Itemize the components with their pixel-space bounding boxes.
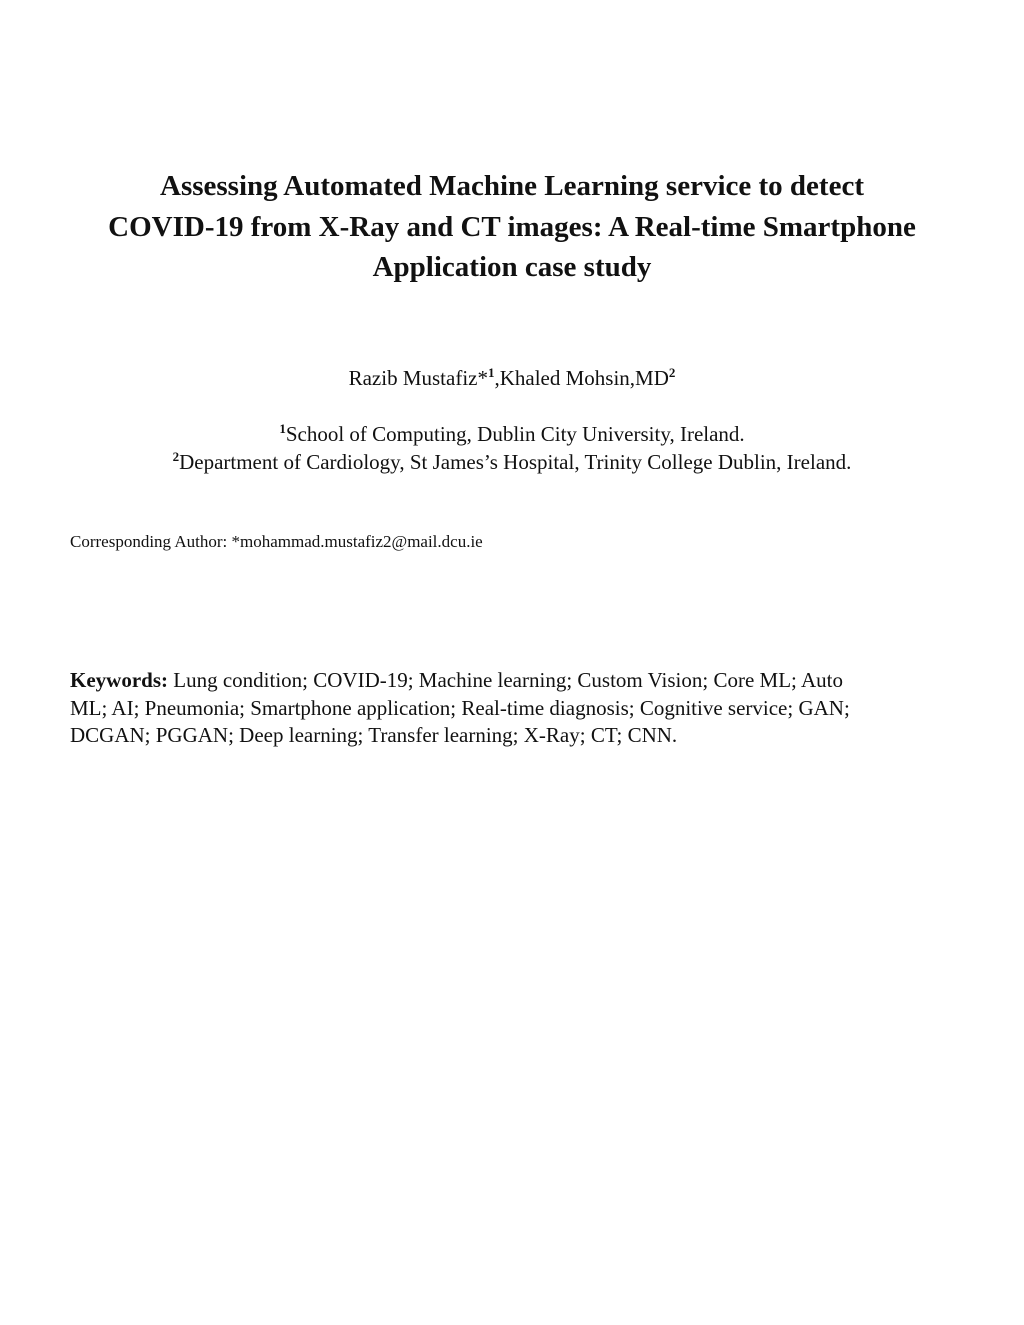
author-separator: ,	[494, 366, 500, 390]
keywords-label: Keywords:	[70, 668, 168, 692]
title-line-2: COVID-19 from X-Ray and CT images: A Real-time Smartphone	[108, 210, 916, 243]
author-list	[0, 364, 1024, 392]
title-line-3: Application case study	[372, 251, 652, 283]
affiliation-list	[0, 420, 1024, 476]
affiliation-1-text: School of Computing, Dublin City University, Ireland.	[285, 422, 745, 446]
title-line-1: Assessing Automated Machine Learning service to detect	[160, 170, 864, 202]
paper-title	[60, 166, 964, 288]
corresponding-author: Corresponding Author: *mohammad.mustafiz2@mail.dcu.ie	[70, 532, 483, 551]
affiliation-2-text: Department of Cardiology, St James’s Hospital, Trinity College Dublin, Ireland.	[179, 450, 852, 474]
keywords-line-2: ML; AI; Pneumonia; Smartphone application; Real-time diagnosis; Cognitive service; GAN;	[70, 695, 850, 720]
keywords-section	[70, 667, 950, 750]
affiliation-2-mark: 2	[172, 449, 180, 464]
affiliation-2	[0, 448, 1024, 476]
author-1-name: Razib Mustafiz*	[348, 366, 488, 390]
affiliation-1	[0, 420, 1024, 448]
keywords-line-1	[70, 667, 950, 695]
author-1-affiliation-mark: 1	[487, 365, 495, 380]
keywords-text-1: Lung condition; COVID-19; Machine learning; Custom Vision; Core ML; Auto	[168, 668, 843, 692]
author-2-affiliation-mark: 2	[668, 365, 676, 380]
affiliation-1-mark: 1	[279, 421, 286, 436]
author-2-name: Khaled Mohsin,MD	[499, 366, 669, 390]
keywords-line-3: DCGAN; PGGAN; Deep learning; Transfer learning; X-Ray; CT; CNN.	[70, 723, 678, 747]
